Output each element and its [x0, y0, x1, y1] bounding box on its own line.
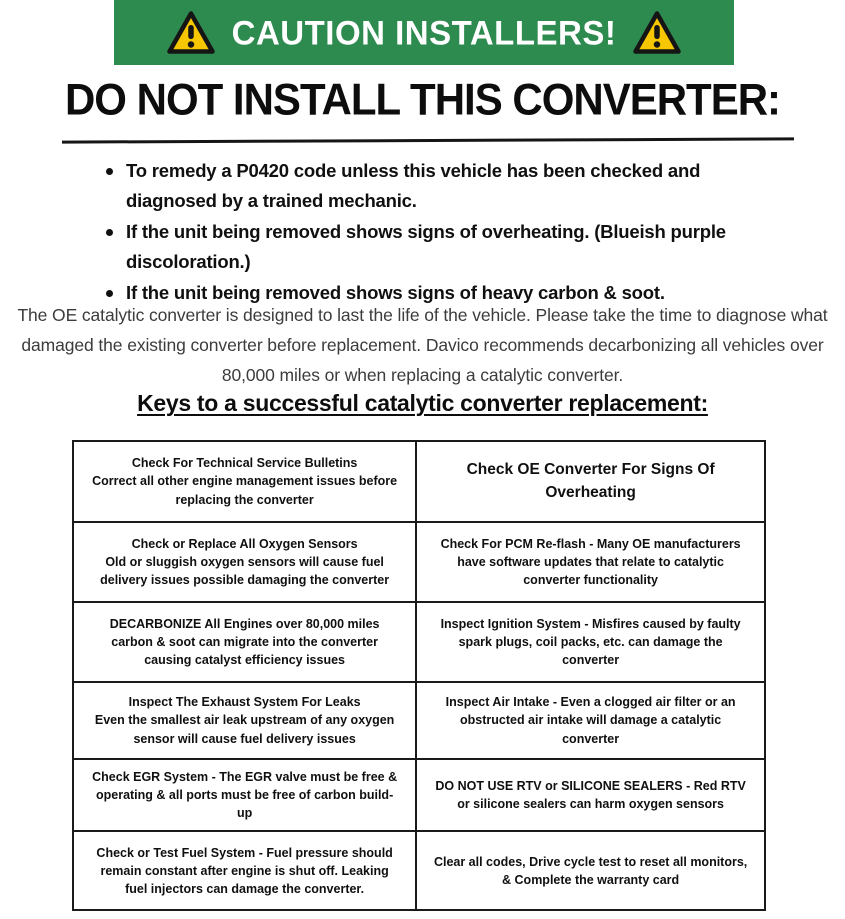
intro-paragraph: The OE catalytic converter is designed to last the life of the vehicle. Please take the time to diagnose what damaged the existing converter before replacement. Davico recommends decarbonizing all vehicles over 80,000 miles or when replacing a catalytic converter.	[17, 305, 828, 385]
cell-title: Inspect Ignition System - Misfires caused by faulty spark plugs, coil packs, etc. can damage the converter	[440, 616, 741, 668]
cell-title: Check or Test Fuel System - Fuel pressure should remain constant after engine is shut off. Leaking fuel injectors can damage the converter.	[96, 845, 393, 896]
keys-heading	[0, 390, 845, 417]
table-row	[73, 682, 765, 759]
table-cell-overheating	[416, 441, 765, 522]
warning-triangle-icon	[632, 10, 682, 56]
warning-triangle-icon	[166, 10, 216, 56]
table-row	[73, 441, 765, 522]
warning-item-text: If the unit being removed shows signs of overheating. (Blueish purple discoloration.)	[126, 221, 726, 272]
cell-desc: Correct all other engine management issues before replacing the converter	[92, 474, 398, 507]
table-cell-tsb	[73, 441, 416, 522]
divider-line	[62, 137, 794, 143]
cell-title: Check For PCM Re-flash - Many OE manufacturers have software updates that relate to catalytic converter functionality	[440, 536, 741, 588]
table-cell-exhaust-leaks	[73, 682, 416, 759]
cell-title: Inspect Air Intake - Even a clogged air filter or an obstructed air intake will damage a catalytic converter	[445, 695, 736, 746]
cell-desc: Old or sluggish oxygen sensors will cause fuel delivery issues possible damaging the converter	[100, 554, 390, 588]
cell-title: Check OE Converter For Signs Of Overheating	[466, 461, 715, 501]
bullet-dot	[106, 168, 113, 175]
banner-title: CAUTION INSTALLERS!	[231, 12, 617, 52]
table-cell-air-intake	[416, 682, 765, 759]
cell-title: Check or Replace All Oxygen Sensors	[131, 536, 358, 551]
table-cell-pcm-reflash	[416, 522, 765, 602]
table-row	[73, 831, 765, 910]
table-cell-oxygen-sensors	[73, 522, 416, 602]
cell-title: DO NOT USE RTV or SILICONE SEALERS - Red RTV or silicone sealers can harm oxygen sensors	[435, 779, 746, 812]
cell-title: Clear all codes, Drive cycle test to reset all monitors, & Complete the warranty card	[433, 854, 748, 887]
cell-title: Check EGR System - The EGR valve must be free & operating & all ports must be free of carbon build-up	[92, 770, 398, 821]
bullet-dot	[106, 229, 113, 236]
cell-desc: Even the smallest air leak upstream of any oxygen sensor will cause fuel delivery issues	[94, 713, 395, 746]
warning-list	[104, 156, 752, 309]
cell-title: DECARBONIZE All Engines over 80,000 miles carbon & soot can migrate into the converter causing catalyst efficiency issues	[109, 616, 380, 668]
keys-heading-text: Keys to a successful catalytic converter replacement:	[137, 390, 708, 416]
table-cell-fuel-system	[73, 831, 416, 910]
table-cell-egr	[73, 759, 416, 831]
table-cell-decarbonize	[73, 602, 416, 682]
caution-banner	[114, 0, 734, 65]
warning-item	[104, 156, 752, 216]
cell-title: Inspect The Exhaust System For Leaks	[128, 695, 361, 710]
table-cell-rtv-sealers	[416, 759, 765, 831]
table-row	[73, 759, 765, 831]
table-cell-clear-codes	[416, 831, 765, 910]
table-cell-ignition	[416, 602, 765, 682]
bullet-dot	[106, 290, 113, 297]
keys-table	[72, 440, 766, 911]
cell-title: Check For Technical Service Bulletins	[131, 456, 358, 471]
table-row	[73, 522, 765, 602]
warning-item-text: If the unit being removed shows signs of heavy carbon & soot.	[126, 282, 665, 303]
warning-item	[104, 217, 752, 277]
table-row	[73, 602, 765, 682]
warning-item-text: To remedy a P0420 code unless this vehicle has been checked and diagnosed by a trained mechanic.	[126, 160, 701, 211]
page-title: DO NOT INSTALL THIS CONVERTER:	[64, 74, 781, 125]
